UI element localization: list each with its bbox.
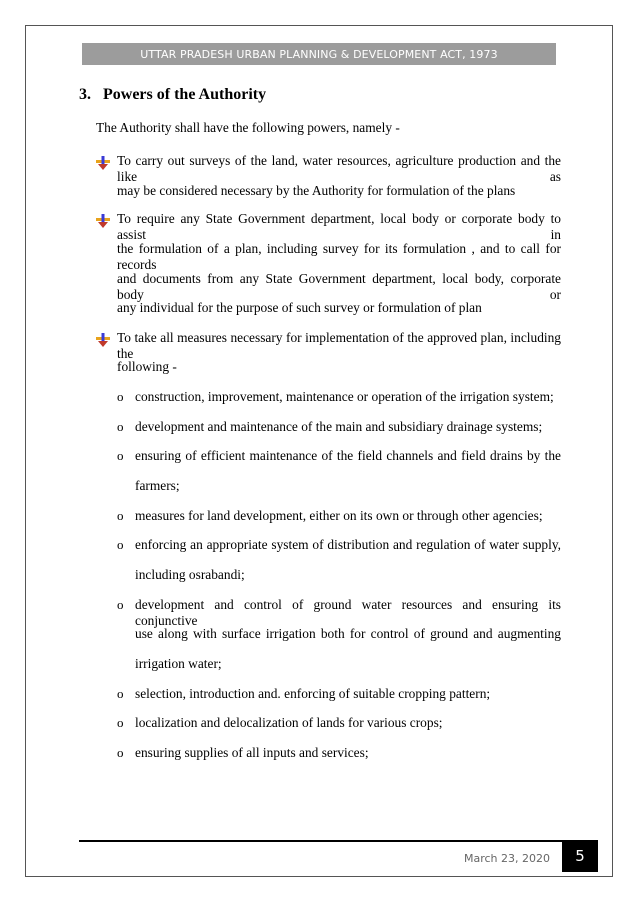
running-header [82,43,556,65]
down-arrow-bullet-icon [96,214,110,228]
bullet-1-line-1: To carry out surveys of the land, water resources, agriculture production and the like as [117,153,561,184]
sub-bullet-marker: o [117,508,124,523]
sub-bullet-marker: o [117,419,124,434]
sub-item-3-line-2: farmers; [135,478,180,493]
down-arrow-bullet-icon [96,333,110,347]
sub-item-6-line-2: use along with surface irrigation both for control of ground and augmenting [135,626,561,641]
sub-item-5-line-1: enforcing an appropriate system of distribution and regulation of water supply, [135,537,561,552]
sub-item-7: selection, introduction and. enforcing of suitable cropping pattern; [135,686,491,701]
sub-bullet-marker: o [117,715,124,730]
sub-item-3-line-1: ensuring of efficient maintenance of the field channels and field drains by the [135,448,561,463]
bullet-2-line-1: To require any State Government department, local body or corporate body to assist in [117,211,561,242]
sub-bullet-marker: o [117,686,124,701]
sub-item-6-line-1: development and control of ground water resources and ensuring its conjunctive [135,597,561,628]
section-number: 3. [79,86,91,103]
page-number: 5 [575,847,585,865]
section-heading [79,86,266,104]
bullet-2-line-3: and documents from any State Government department, local body, corporate body or [117,271,561,302]
bullet-2-line-4: any individual for the purpose of such survey or formulation of plan [117,300,482,315]
running-header-title: UTTAR PRADESH URBAN PLANNING & DEVELOPMENT ACT, 1973 [140,47,498,61]
section-intro: The Authority shall have the following powers, namely - [96,120,400,135]
footer-rule [79,840,562,842]
sub-item-5-line-2: including osrabandi; [135,567,245,582]
sub-item-4: measures for land development, either on its own or through other agencies; [135,508,543,523]
sub-item-2: development and maintenance of the main and subsidiary drainage systems; [135,419,543,434]
sub-item-6-line-3: irrigation water; [135,656,222,671]
down-arrow-bullet-icon [96,156,110,170]
sub-bullet-marker: o [117,597,124,612]
bullet-2-line-2: the formulation of a plan, including survey for its formulation , and to call for records [117,241,561,272]
bullet-3-line-2: following - [117,359,177,374]
page-number-box [562,840,598,872]
bullet-3-line-1: To take all measures necessary for implementation of the approved plan, including the [117,330,561,361]
section-title: Powers of the Authority [103,86,267,103]
sub-bullet-marker: o [117,448,124,463]
sub-item-9: ensuring supplies of all inputs and services; [135,745,369,760]
footer-date: March 23, 2020 [463,852,550,865]
sub-bullet-marker: o [117,537,124,552]
bullet-1-line-2: may be considered necessary by the Authority for formulation of the plans [117,183,516,198]
sub-bullet-marker: o [117,745,124,760]
sub-item-8: localization and delocalization of lands for various crops; [135,715,443,730]
sub-bullet-marker: o [117,389,124,404]
sub-item-1: construction, improvement, maintenance or operation of the irrigation system; [135,389,554,404]
